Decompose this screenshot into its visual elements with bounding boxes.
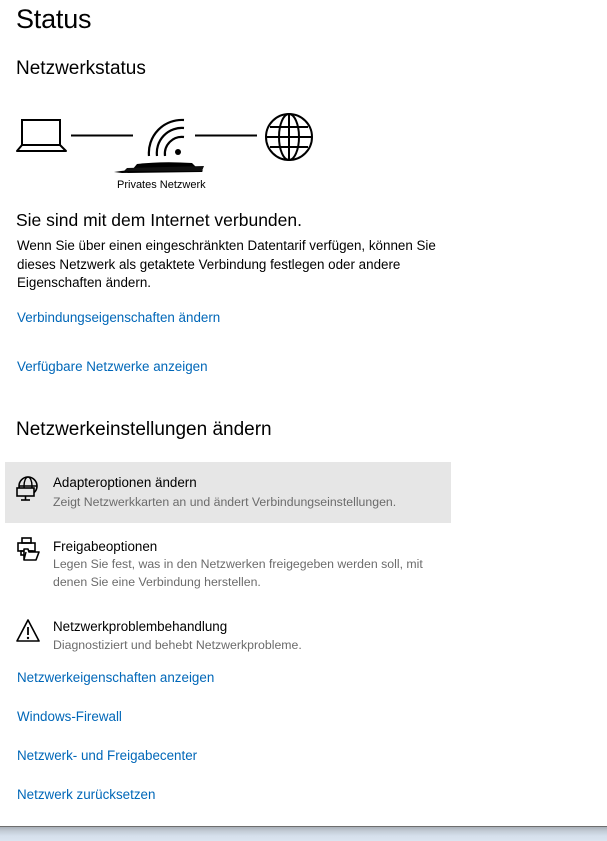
show-available-networks-link[interactable]: Verfügbare Netzwerke anzeigen <box>17 359 208 374</box>
network-troubleshooter-title: Netzwerkproblembehandlung <box>53 619 228 634</box>
network-type-label: Privates Netzwerk <box>117 179 206 191</box>
adapter-options-item[interactable] <box>5 462 451 523</box>
wifi-icon <box>144 116 189 158</box>
sharing-options-title: Freigabeoptionen <box>53 539 158 554</box>
adapter-options-title: Adapteroptionen ändern <box>53 475 197 490</box>
network-reset-link[interactable]: Netzwerk zurücksetzen <box>17 787 156 802</box>
redacted-network-name <box>112 160 207 176</box>
network-adapter-icon <box>15 476 41 502</box>
network-settings-section-title: Netzwerkeinstellungen ändern <box>16 419 272 440</box>
laptop-icon <box>16 118 68 154</box>
view-network-properties-link[interactable]: Netzwerkeigenschaften anzeigen <box>17 670 215 685</box>
network-sharing-center-link[interactable]: Netzwerk- und Freigabecenter <box>17 748 198 763</box>
network-troubleshooter-item[interactable] <box>5 610 451 656</box>
network-troubleshooter-description: Diagnostiziert und behebt Netzwerkprobleme. <box>53 638 302 652</box>
globe-icon <box>264 112 314 162</box>
connection-line <box>71 134 133 137</box>
taskbar-edge <box>0 826 607 841</box>
network-status-section-title: Netzwerkstatus <box>16 58 146 79</box>
sharing-options-icon <box>15 536 41 562</box>
connection-line <box>195 134 257 137</box>
warning-icon <box>15 618 41 644</box>
change-connection-properties-link[interactable]: Verbindungseigenschaften ändern <box>17 310 221 325</box>
windows-firewall-link[interactable]: Windows-Firewall <box>17 709 122 724</box>
connection-status-heading: Sie sind mit dem Internet verbunden. <box>16 210 302 230</box>
adapter-options-description: Zeigt Netzwerkkarten an und ändert Verbindungseinstellungen. <box>53 495 397 509</box>
connection-status-description: Wenn Sie über einen eingeschränkten Datentarif verfügen, können Sie dieses Netzwerk als getaktete Verbindung festlegen oder andere Eigenschaften ändern. <box>17 238 436 290</box>
sharing-options-item[interactable] <box>5 530 451 594</box>
sharing-options-description: Legen Sie fest, was in den Netzwerken freigegeben werden soll, mit denen Sie eine Verbindung herstellen. <box>53 557 423 589</box>
page-title: Status <box>16 4 92 34</box>
